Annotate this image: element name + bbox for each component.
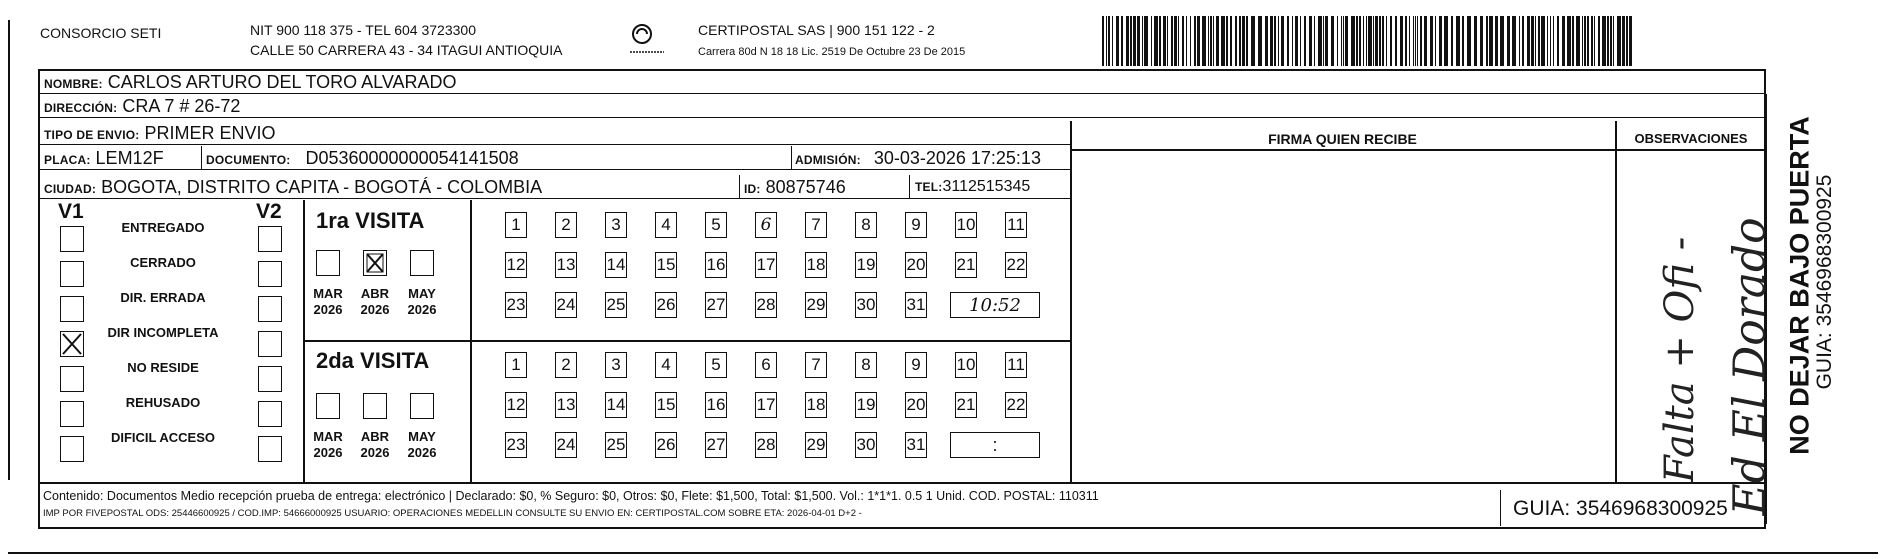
status-v2-checkbox[interactable]	[258, 261, 282, 287]
day-box[interactable]: 20	[905, 392, 927, 418]
bottom-border	[8, 552, 1878, 554]
address-row	[40, 94, 1764, 118]
type-label: TIPO DE ENVIO:	[44, 128, 140, 142]
month-label	[308, 286, 348, 318]
plate-label: PLACA:	[44, 153, 91, 167]
status-v1-checkbox[interactable]	[60, 261, 84, 287]
status-v1-checkbox[interactable]	[60, 331, 84, 357]
month-name: MAY	[408, 429, 436, 444]
admission-label: ADMISIÓN:	[795, 153, 861, 167]
plate-row	[40, 146, 1070, 170]
consortium-name: CONSORCIO SETI	[40, 25, 162, 41]
day-box[interactable]: 9	[905, 352, 927, 378]
address-value: CRA 7 # 26-72	[122, 96, 241, 116]
day-box[interactable]: 29	[805, 432, 827, 458]
v1-label: V1	[58, 200, 84, 223]
visit-time: :	[992, 435, 998, 455]
month-checkbox-may[interactable]	[410, 393, 434, 419]
visit-split-line	[303, 340, 1070, 342]
day-box[interactable]: 4	[655, 212, 677, 238]
day-box[interactable]: 23	[505, 432, 527, 458]
visit-time: 10:52	[969, 295, 1021, 316]
address-line: CALLE 50 CARRERA 43 - 34 ITAGUI ANTIOQUIA	[250, 42, 563, 58]
footer-content-line: Contenido: Documentos Medio recepción prueba de entrega: electrónico | Declarado: $0, % Seguro: $0, Otros: $0, Flete: $1,500, Total: $1,500. Vol.: 1*1*1. 0.5 1 Unid. COD. POSTAL: 110311	[43, 489, 1099, 503]
document-value: D05360000000054141508	[305, 148, 519, 168]
courier-logo	[628, 22, 668, 62]
day-box[interactable]: 9	[905, 212, 927, 238]
day-box[interactable]: 24	[555, 292, 577, 318]
day-box[interactable]: 30	[855, 432, 877, 458]
day-box[interactable]: 31	[905, 432, 927, 458]
day-box[interactable]: 3	[605, 352, 627, 378]
day-box[interactable]: 22	[1005, 252, 1027, 278]
address-label: DIRECCIÓN:	[44, 101, 118, 115]
day-box[interactable]: 13	[555, 252, 577, 278]
city-row	[40, 175, 1070, 199]
day-box[interactable]: 29	[805, 292, 827, 318]
day-box[interactable]: 10	[955, 212, 977, 238]
plate-value: LEM12F	[95, 148, 164, 168]
signature-header: FIRMA QUIEN RECIBE	[1268, 131, 1417, 147]
day-box[interactable]: 30	[855, 292, 877, 318]
document-cell	[202, 146, 792, 170]
month-label	[402, 286, 442, 318]
day-box[interactable]: 15	[655, 252, 677, 278]
day-box[interactable]: 6	[755, 212, 777, 238]
admission-value: 30-03-2026 17:25:13	[873, 148, 1041, 168]
tel-label: TEL:	[915, 180, 943, 194]
visit-time-box[interactable]	[950, 432, 1040, 458]
month-name: ABR	[360, 286, 390, 301]
month-label	[355, 286, 395, 318]
visit2-title: 2da VISITA	[316, 348, 430, 373]
day-box[interactable]: 21	[955, 252, 977, 278]
type-row	[40, 121, 1070, 145]
city-label: CIUDAD:	[44, 182, 97, 196]
courier-line: CERTIPOSTAL SAS | 900 151 122 - 2	[698, 22, 935, 38]
status-label: DIR. ERRADA	[120, 290, 206, 305]
tel-cell	[915, 175, 1030, 199]
day-box[interactable]: 16	[705, 392, 727, 418]
status-v1-checkbox[interactable]	[60, 436, 84, 462]
day-box[interactable]: 6	[755, 352, 777, 378]
barcode	[1100, 16, 1635, 66]
day-box[interactable]: 17	[755, 392, 777, 418]
handwritten-observation-2: Ed El Dorado	[1724, 217, 1776, 516]
day-box[interactable]: 11	[1005, 212, 1027, 238]
footer-print-line: IMP POR FIVEPOSTAL ODS: 25446600925 / COD.IMP: 54666000925 USUARIO: OPERACIONES MEDELLIN CONSULTE SU ENVIO EN: CERTIPOSTAL.COM SOBRE ETA: 2026-04-01 D+2 -	[43, 508, 862, 519]
day-box[interactable]: 5	[705, 212, 727, 238]
day-box[interactable]: 17	[755, 252, 777, 278]
month-name: ABR	[360, 429, 390, 444]
status-v2-checkbox[interactable]	[258, 296, 282, 322]
handwritten-observation-1: Falta + Ofi -	[1657, 236, 1703, 483]
status-label: CERRADO	[130, 255, 196, 270]
month-year: 2026	[407, 445, 437, 460]
day-box[interactable]: 8	[855, 352, 877, 378]
signature-header-line	[1070, 149, 1766, 151]
footer-guide-box	[1500, 490, 1763, 526]
day-box[interactable]: 8	[855, 212, 877, 238]
status-v2-checkbox[interactable]	[258, 331, 282, 357]
day-box[interactable]: 21	[955, 392, 977, 418]
day-box[interactable]: 24	[555, 432, 577, 458]
courier-license: Carrera 80d N 18 18 Lic. 2519 De Octubre 23 De 2015	[698, 46, 966, 58]
status-v2-checkbox[interactable]	[258, 436, 282, 462]
month-checkbox-may[interactable]	[410, 250, 434, 276]
day-box[interactable]: 27	[705, 432, 727, 458]
day-box[interactable]: 11	[1005, 352, 1027, 378]
month-year: 2026	[313, 445, 343, 460]
status-v2-checkbox[interactable]	[258, 401, 282, 427]
plate-cell	[40, 146, 202, 170]
day-box[interactable]: 10	[955, 352, 977, 378]
month-checkbox-abr[interactable]	[363, 250, 387, 276]
id-value: 80875746	[765, 177, 846, 197]
id-label: ID:	[744, 182, 761, 196]
day-box[interactable]: 12	[505, 392, 527, 418]
status-v1-checkbox[interactable]	[60, 366, 84, 392]
day-box[interactable]: 12	[505, 252, 527, 278]
day-box[interactable]: 18	[805, 252, 827, 278]
v2-label: V2	[256, 200, 282, 223]
month-year: 2026	[360, 302, 390, 317]
day-box[interactable]: 28	[755, 292, 777, 318]
day-box[interactable]: 19	[855, 252, 877, 278]
day-box[interactable]: 2	[555, 212, 577, 238]
month-label	[308, 429, 348, 461]
id-cell	[740, 175, 910, 199]
day-box[interactable]: 5	[705, 352, 727, 378]
month-year: 2026	[313, 302, 343, 317]
day-box[interactable]: 14	[605, 252, 627, 278]
day-box[interactable]: 31	[905, 292, 927, 318]
footer-guide: GUIA: 3546968300925	[1513, 497, 1728, 520]
day-box[interactable]: 19	[855, 392, 877, 418]
day-box[interactable]: 27	[705, 292, 727, 318]
status-v1-checkbox[interactable]	[60, 226, 84, 252]
month-year: 2026	[360, 445, 390, 460]
day-box[interactable]: 1	[505, 212, 527, 238]
month-name: MAR	[313, 286, 343, 301]
name-row	[40, 70, 1764, 94]
month-checkbox-mar[interactable]	[316, 250, 340, 276]
month-checkbox-mar[interactable]	[316, 393, 340, 419]
no-slip-warning: NO DEJAR BAJO PUERTA	[1784, 116, 1815, 455]
status-v2-checkbox[interactable]	[258, 226, 282, 252]
day-box[interactable]: 2	[555, 352, 577, 378]
month-name: MAR	[313, 429, 343, 444]
left-margin-line	[8, 20, 10, 480]
day-box[interactable]: 7	[805, 352, 827, 378]
day-box[interactable]: 18	[805, 392, 827, 418]
day-box[interactable]: 28	[755, 432, 777, 458]
nit-line: NIT 900 118 375 - TEL 604 3723300	[250, 22, 476, 38]
day-box[interactable]: 25	[605, 292, 627, 318]
day-box[interactable]: 7	[805, 212, 827, 238]
type-value: PRIMER ENVIO	[144, 123, 276, 143]
month-label	[402, 429, 442, 461]
day-box[interactable]: 15	[655, 392, 677, 418]
day-box[interactable]: 26	[655, 432, 677, 458]
tel-value: 3112515345	[942, 178, 1031, 195]
side-guide-number: GUIA: 3546968300925	[1813, 174, 1836, 390]
signature-divider	[1070, 121, 1072, 482]
city-cell	[40, 175, 740, 199]
day-box[interactable]: 3	[605, 212, 627, 238]
day-box[interactable]: 14	[605, 392, 627, 418]
visit1-title: 1ra VISITA	[316, 208, 425, 233]
day-box[interactable]: 25	[605, 432, 627, 458]
status-label: DIFICIL ACCESO	[110, 430, 215, 445]
observations-header: OBSERVACIONES	[1634, 131, 1748, 146]
admission-cell	[795, 146, 1041, 170]
document-label: DOCUMENTO:	[206, 153, 291, 167]
month-checkbox-abr[interactable]	[363, 393, 387, 419]
status-v1-checkbox[interactable]	[60, 401, 84, 427]
day-box[interactable]: 4	[655, 352, 677, 378]
month-name: MAY	[408, 286, 436, 301]
status-label: NO RESIDE	[127, 360, 199, 375]
day-box[interactable]: 22	[1005, 392, 1027, 418]
day-box[interactable]: 16	[705, 252, 727, 278]
city-value: BOGOTA, DISTRITO CAPITA - BOGOTÁ - COLOMBIA	[101, 177, 543, 197]
day-box[interactable]: 26	[655, 292, 677, 318]
month-year: 2026	[407, 302, 437, 317]
day-box[interactable]: 1	[505, 352, 527, 378]
status-label: DIR INCOMPLETA	[107, 325, 219, 340]
visit-time-box[interactable]	[950, 292, 1040, 318]
observations-divider	[1615, 121, 1617, 482]
name-value: CARLOS ARTURO DEL TORO ALVARADO	[107, 72, 457, 92]
visit-area-bottom-line	[38, 482, 1766, 484]
day-box[interactable]: 23	[505, 292, 527, 318]
day-box[interactable]: 13	[555, 392, 577, 418]
name-label: NOMBRE:	[44, 77, 103, 91]
status-v1-checkbox[interactable]	[60, 296, 84, 322]
status-v2-checkbox[interactable]	[258, 366, 282, 392]
status-label: ENTREGADO	[121, 220, 205, 235]
month-label	[355, 429, 395, 461]
status-label: REHUSADO	[125, 395, 201, 410]
day-box[interactable]: 20	[905, 252, 927, 278]
